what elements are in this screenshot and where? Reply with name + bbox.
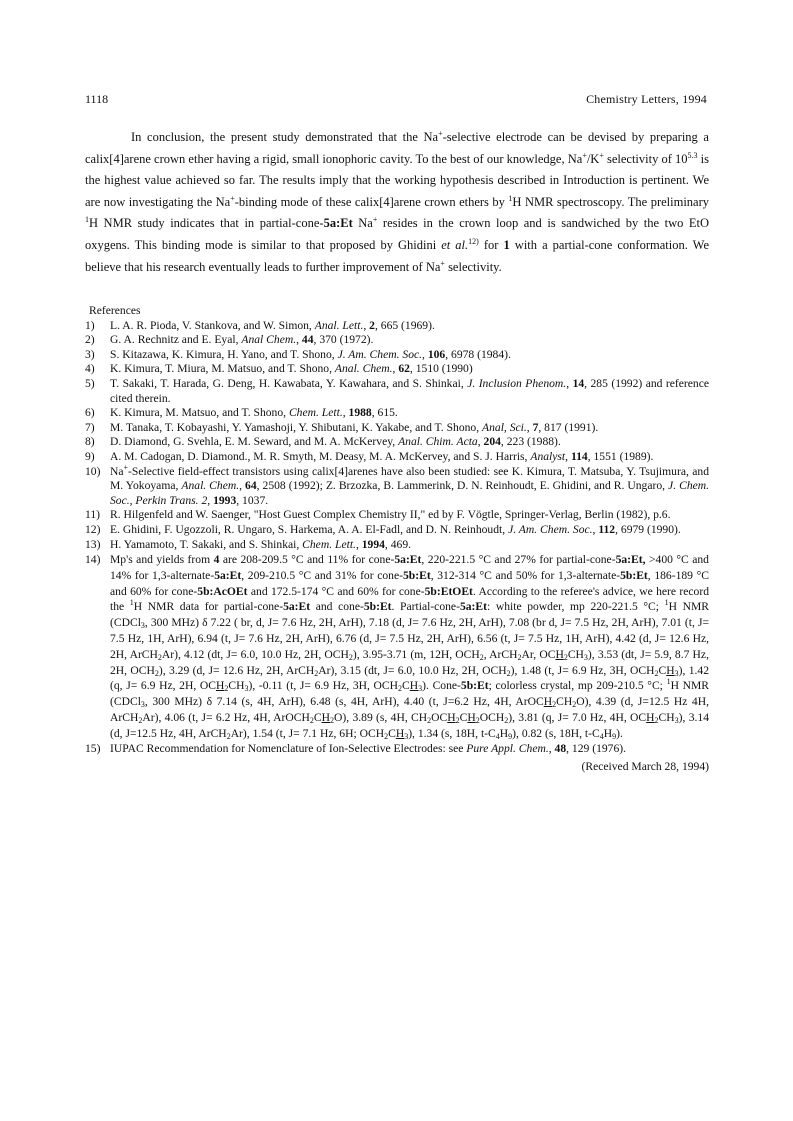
text-run: : white powder, mp 220-221.5 °C; (487, 600, 665, 614)
subscript: 2 (475, 716, 480, 726)
subscript: 4 (599, 731, 604, 741)
underlined-text: H (646, 711, 655, 725)
reference-authors: L. A. R. Pioda, V. Stankova, and W. Simon, (110, 318, 315, 332)
conclusion-paragraph (85, 127, 709, 278)
superscript: + (438, 129, 443, 138)
underlined-atom (447, 711, 459, 724)
separator: , (392, 362, 399, 376)
superscript: 1 (666, 677, 671, 687)
text-run: . Partial-cone- (391, 600, 460, 614)
text-run: and cone- (310, 600, 364, 614)
superscript: 1 (508, 193, 513, 203)
reference-item (85, 362, 709, 377)
text-run: , ArCH (483, 647, 518, 661)
superscript: + (582, 150, 587, 160)
reference-number: 1) (85, 318, 95, 332)
text-run: C (402, 679, 410, 693)
underlined-atom (666, 664, 678, 677)
reference-text: R. Hilgenfeld and W. Saenger, "Host Guest Complex Chemistry II," ed by F. Vögtle, Springer-Verlag, Berlin (1982), p.6. (110, 508, 671, 522)
reference-number: 11) (85, 508, 101, 522)
page-header (85, 92, 707, 108)
compound-label: 5a:Et, (615, 553, 646, 567)
reference-number: 4) (85, 362, 95, 376)
volume: 114 (570, 449, 588, 463)
volume: 48 (554, 741, 567, 755)
volume: 14 (572, 376, 585, 390)
subscript: 2 (309, 716, 314, 726)
text-run: is the highest value achieved so far. The results imply that the working hypothesis described in Introduction is pertinent. We are now investigating the Na (85, 151, 709, 209)
reference-number: 2) (85, 333, 95, 347)
compound-label: 5b:EtOEt (424, 584, 473, 598)
reference-authors: M. Tanaka, T. Kobayashi, Y. Yamashoji, Y. Shibutani, K. Yakabe, and T. Shono, (110, 420, 483, 434)
text-run: , 2508 (1992); Z. Brzozka, B. Lammerink, D. N. Reinhoudt, E. Ghidini, and R. Ungaro, (256, 479, 669, 493)
volume: 7 (532, 420, 539, 434)
journal-title: J. Am. Chem. Soc. (337, 347, 423, 361)
reference-item (85, 421, 709, 436)
subscript: 2 (348, 652, 353, 662)
reference-item (85, 406, 709, 421)
subscript: 2 (654, 668, 659, 678)
reference-rest: , 129 (1976). (566, 741, 627, 755)
underlined-atom (410, 679, 422, 692)
volume: 106 (427, 347, 446, 361)
superscript: 5.3 (687, 150, 698, 160)
text-run: /K (586, 151, 600, 166)
text-run: ), 3.29 (d, J= 12.6 Hz, 2H, ArCH (158, 663, 315, 677)
text-run: H NMR (CDCl (110, 600, 709, 630)
text-run: Ar), 1.54 (t, J= 7.1 Hz, 6H; OCH (230, 726, 385, 740)
underlined-text: H (321, 711, 331, 725)
superscript: + (372, 215, 378, 225)
compound-label: 4 (213, 553, 220, 567)
subscript: 2 (654, 716, 659, 726)
underlined-text: H (409, 679, 419, 693)
volume: 1988 (348, 406, 372, 420)
compound-label: 5b:Et (620, 568, 648, 582)
reference-item (85, 435, 709, 450)
text-run: with a partial-cone conformation. We believe that his research eventually leads to further improvement of Na (85, 237, 710, 274)
text-run: ), 3.95-3.71 (m, 12H, OCH (352, 647, 480, 661)
subscript: 2 (552, 700, 557, 710)
reference-item (85, 377, 709, 406)
separator: , (355, 537, 362, 551)
volume: 62 (398, 362, 410, 376)
journal-title: J. Am. Chem. Soc. (508, 522, 593, 536)
subscript: 2 (224, 684, 229, 694)
text-run: ), -0.11 (t, J= 6.9 Hz, 3H, OCH (248, 679, 399, 693)
text-run: In conclusion, the present study demonstrated that the Na (131, 130, 439, 144)
subscript: 4 (495, 731, 500, 741)
text-run: Mp's and yields from (110, 553, 214, 567)
text-run: , 300 MHz) δ 7.14 (s, 4H, ArH), 6.48 (s, 4H, ArH), 4.40 (t, J=6.2 Hz, 4H, ArOC (144, 695, 544, 709)
subscript: 2 (455, 716, 460, 726)
journal-title: Anal. Lett. (314, 318, 364, 332)
text-run: H NMR spectroscopy. The preliminary (512, 194, 710, 209)
text-run: Ar), 3.15 (dt, J= 6.0, 10.0 Hz, 2H, OCH (318, 663, 507, 677)
text-run: -Selective field-effect transistors using calix[4]arenes have also been studied: see K. Kimura, T. Matsuba, Y. Tsujimura, and M. Yokoyama, (110, 464, 709, 493)
underlined-atom (555, 648, 567, 661)
text-run: Na (352, 216, 373, 231)
underlined-atom (467, 711, 479, 724)
journal-title: Chem. Lett. (288, 406, 343, 420)
subscript: 2 (138, 716, 143, 726)
reference-number: 12) (85, 522, 101, 536)
reference-rest: , 223 (1988). (500, 435, 561, 449)
reference-authors: H. Yamamoto, T. Sakaki, and S. Shinkai, (110, 537, 303, 551)
underlined-atom (544, 695, 556, 708)
reference-number: 13) (85, 537, 101, 551)
text-run: ), 3.81 (q, J= 7.0 Hz, 4H, OC (508, 711, 647, 725)
reference-authors: K. Kimura, M. Matsuo, and T. Shono, (110, 406, 289, 420)
text-run: ). (616, 726, 623, 740)
separator: , (477, 435, 484, 449)
journal-title: Anal. Chim. Acta (398, 435, 478, 449)
subscript: 3 (140, 700, 145, 710)
text-run: , 186-189 °C and 60% for cone- (110, 568, 709, 598)
subscript: 3 (583, 652, 588, 662)
subscript: 3 (674, 716, 679, 726)
separator: , (207, 493, 214, 507)
subscript: 2 (506, 668, 511, 678)
text-run: for (478, 237, 504, 252)
italic-text: et al. (441, 237, 469, 252)
text-run: are 208-209.5 °C and 11% for cone- (219, 553, 395, 567)
text-run: H (499, 726, 509, 740)
reference-rest: , 615. (371, 406, 398, 420)
references-section (85, 304, 709, 775)
compound-label: 5a:Et (323, 216, 353, 231)
reference-number: 6) (85, 406, 95, 420)
volume: 1993 (213, 493, 237, 507)
subscript: 3 (404, 731, 409, 741)
text-run: CH (658, 711, 675, 725)
subscript: 2 (384, 731, 389, 741)
subscript: 2 (572, 700, 577, 710)
reference-number: 9) (85, 449, 95, 463)
text-run: CH (567, 647, 584, 661)
superscript: + (599, 150, 604, 160)
reference-item (85, 333, 709, 348)
reference-number: 10) (85, 464, 101, 478)
compound-label: 5b:Et (460, 679, 489, 693)
underlined-text: H (395, 726, 405, 740)
reference-rest: , 469. (384, 537, 412, 551)
journal-title: Chem. Lett. (302, 537, 356, 551)
reference-authors: D. Diamond, G. Svehla, E. M. Seward, and M. A. McKervey, (110, 435, 399, 449)
journal-title: Analyst (530, 449, 566, 463)
volume: 64 (245, 479, 257, 493)
text-run: , 220-221.5 °C and 27% for partial-cone- (421, 553, 616, 567)
volume: 112 (598, 522, 616, 536)
text-run: , 209-210.5 °C and 31% for cone- (241, 568, 403, 582)
reference-item (85, 450, 709, 465)
text-run: C (313, 711, 322, 725)
subscript: 2 (398, 684, 403, 694)
subscript: 2 (427, 716, 432, 726)
superscript: + (123, 462, 129, 472)
text-run: H (603, 726, 613, 740)
reference-item (85, 538, 709, 553)
superscript: + (230, 193, 235, 203)
underlined-atom (646, 711, 658, 724)
received-date: (Received March 28, 1994) (581, 760, 709, 774)
reference-item-nmr-data (85, 552, 709, 742)
reference-authors: T. Sakaki, T. Harada, G. Deng, H. Kawabata, Y. Kawahara, and S. Shinkai, (110, 376, 468, 390)
compound-label: 5a:Et (283, 600, 311, 614)
underlined-text: H (447, 711, 456, 725)
superscript: 1 (85, 215, 89, 225)
citation-superscript: 12) (468, 236, 479, 246)
text-run: Ar), 4.06 (t, J= 6.2 Hz, 4H, ArOCH (142, 711, 310, 725)
text-run: Ar), 4.12 (dt, J= 6.0, 10.0 Hz, 2H, OCH (161, 647, 349, 661)
text-run: , 312-314 °C and 50% for 1,3-alternate- (430, 568, 621, 582)
separator: , (422, 347, 428, 361)
reference-number: 8) (85, 435, 95, 449)
separator: , (239, 479, 246, 493)
volume: 44 (301, 333, 314, 347)
text-run: C (388, 726, 396, 740)
text-run: O), 4.39 (d, J=12.5 Hz 4H, ArCH (110, 695, 709, 725)
compound-label: 5b:Et (363, 600, 392, 614)
volume: 2 (369, 318, 375, 332)
reference-authors: A. M. Cadogan, D. Diamond., M. R. Smyth, M. Deasy, M. A. McKervey, and S. J. Harris, (110, 449, 531, 463)
subscript: 3 (418, 684, 423, 694)
reference-rest: , 1510 (1990) (409, 362, 473, 376)
reference-number: 7) (85, 420, 95, 434)
reference-item (85, 508, 709, 523)
superscript: 1 (129, 598, 134, 608)
reference-number: 14) (85, 553, 101, 567)
text-run: OCH (479, 711, 505, 725)
text-run: ), 1.34 (s, 18H, t-C (408, 726, 496, 740)
reference-rest: , 6978 (1984). (445, 347, 511, 361)
text-run: H NMR study indicates that in partial-cone- (89, 216, 324, 231)
reference-item (85, 348, 709, 363)
reference-authors: E. Ghidini, F. Ugozzoli, R. Ungaro, S. Harkema, A. A. El-Fadl, and D. N. Reinhoudt, (110, 522, 509, 536)
subscript: 2 (154, 668, 159, 678)
subscript: 3 (244, 684, 249, 694)
text-run: -selective electrode can be devised by preparing a calix[4]arene crown ether having a rigid, small ionophoric cavity. To the best of our knowledge, Na (85, 130, 709, 166)
reference-rest: , 285 (1992) and reference cited therein. (110, 376, 710, 405)
text-run: resides in the crown loop and is sandwiched by the two EtO oxygens. This binding mode is similar to that proposed by Ghidini (85, 216, 710, 252)
reference-number: 3) (85, 347, 95, 361)
volume: 204 (483, 435, 501, 449)
text-run: . According to the referee's advice, we here record the (110, 584, 709, 614)
reference-authors: G. A. Rechnitz and E. Eyal, (110, 333, 242, 347)
separator: , (296, 333, 302, 347)
reference-item (85, 742, 709, 757)
subscript: 2 (517, 652, 522, 662)
text-run: O), 3.89 (s, 4H, CH (334, 711, 428, 725)
text-run: H NMR (CDCl (110, 679, 710, 709)
journal-title: J. Chem. Soc., Perkin Trans. 2 (110, 479, 710, 507)
text-run: selectivity of 10 (603, 151, 688, 166)
subscript: 2 (157, 652, 162, 662)
references-heading: References (89, 304, 141, 317)
text-run: OC (431, 711, 448, 725)
subscript: 3 (674, 668, 679, 678)
text-run: ; colorless crystal, mp 209-210.5 °C; (488, 679, 667, 693)
subscript: 2 (479, 652, 484, 662)
reference-number: 15) (85, 741, 101, 755)
underlined-text: H (215, 679, 225, 693)
text-run: H NMR data for partial-cone- (133, 600, 284, 614)
text-run: ), 3.53 (dt, J= 5.9, 8.7 Hz, 2H, OCH (110, 647, 709, 677)
separator: , (342, 406, 349, 420)
reference-rest: , 370 (1972). (313, 333, 374, 347)
reference-authors: S. Kitazawa, K. Kimura, H. Yano, and T. Shono, (110, 347, 338, 361)
text-run: ), 1.48 (t, J= 6.9 Hz, 3H, OCH (510, 663, 655, 677)
underlined-atom (396, 727, 408, 740)
journal-title: Anal Chem. (241, 333, 297, 347)
text-run: ). Cone- (422, 679, 461, 693)
text-run: ), 3.14 (d, J=12.5 Hz, 4H, ArCH (110, 711, 710, 740)
text-run: , 300 MHz) δ 7.22 ( br, d, J= 7.6 Hz, 2H, ArH), 7.18 (d, J= 7.6 Hz, 2H, ArH), 7.08 (br d, J= 7.5 Hz, 2H, ArH), 7.01 (t, J= 7.5 Hz, 1H, ArH), 6.94 (t, J= 7.6 Hz, 2H, ArH), 6.76 (d, J= 7.5 Hz, 2H, ArH), 6.56 (t, J= 7.5 Hz, 1H, ArH), 4.42 (d, J= 12.6 Hz, 2H, ArCH (110, 616, 709, 661)
page-number: 1118 (85, 92, 109, 106)
underlined-text: H (467, 711, 476, 725)
journal-title: J. Inclusion Phenom. (467, 376, 567, 390)
text-run: Ar, OC (521, 647, 556, 661)
superscript: + (440, 258, 445, 268)
underlined-atom (216, 679, 228, 692)
reference-item (85, 462, 710, 509)
journal-title: Anal. Chem. (181, 479, 240, 493)
reference-number: 5) (85, 376, 95, 390)
text-run: -binding mode of these calix[4]arene crown ethers by (234, 194, 509, 209)
subscript: 3 (140, 621, 145, 631)
reference-authors: IUPAC Recommendation for Nomenclature of Ion-Selective Electrodes: see (110, 741, 467, 755)
subscript: 2 (563, 652, 568, 662)
text-run: CH (228, 679, 245, 693)
reference-rest: , 1551 (1989). (587, 449, 654, 463)
subscript: 2 (226, 731, 231, 741)
underlined-atom (322, 711, 334, 724)
subscript: 2 (504, 716, 509, 726)
compound-label: 5b:AcOEt (197, 584, 248, 598)
subscript: 2 (330, 716, 335, 726)
text-run: CH (556, 695, 573, 709)
separator: , (548, 741, 555, 755)
text-run: selectivity. (444, 259, 502, 274)
journal-name: Chemistry Letters, 1994 (586, 92, 707, 106)
subscript: 2 (314, 668, 319, 678)
compound-label: 1 (503, 237, 510, 252)
reference-authors: K. Kimura, T. Miura, M. Matsuo, and T. Shono, (110, 362, 335, 376)
reference-item (85, 523, 709, 538)
underlined-text: H (555, 647, 564, 661)
subscript: 9 (508, 731, 513, 741)
text-run: >400 °C and 14% for 1,3-alternate- (110, 553, 709, 582)
text-run: C (459, 711, 468, 725)
underlined-text: H (666, 663, 675, 677)
separator: , (566, 376, 573, 390)
reference-rest: , 665 (1969). (374, 318, 435, 332)
text-run: Na (110, 464, 124, 478)
reference-rest: , 817 (1991). (538, 420, 599, 434)
separator: , (592, 522, 599, 536)
separator: , (363, 318, 370, 332)
text-run: ), 1.42 (q, J= 6.9 Hz, 2H, OC (110, 663, 709, 693)
journal-title: Anal, Sci. (482, 420, 527, 434)
text-run: and 172.5-174 °C and 60% for cone- (247, 584, 425, 598)
subscript: 9 (612, 731, 617, 741)
volume: 1994 (361, 537, 385, 551)
journal-title: Pure Appl. Chem. (466, 741, 549, 755)
journal-title: Anal. Chem. (334, 362, 393, 376)
text-run: , 1037. (236, 493, 269, 507)
compound-label: 5a:Et (214, 568, 242, 582)
underlined-text: H (543, 695, 553, 709)
superscript: 1 (664, 598, 669, 608)
reference-item (85, 319, 709, 334)
text-run: C (658, 663, 667, 677)
reference-rest: , 6979 (1990). (615, 522, 681, 536)
separator: , (526, 420, 533, 434)
compound-label: 5a:Et (459, 600, 487, 614)
separator: , (565, 449, 571, 463)
text-run: ), 0.82 (s, 18H, t-C (512, 726, 600, 740)
compound-label: 5a:Et (394, 553, 422, 567)
compound-label: 5b:Et (402, 568, 431, 582)
